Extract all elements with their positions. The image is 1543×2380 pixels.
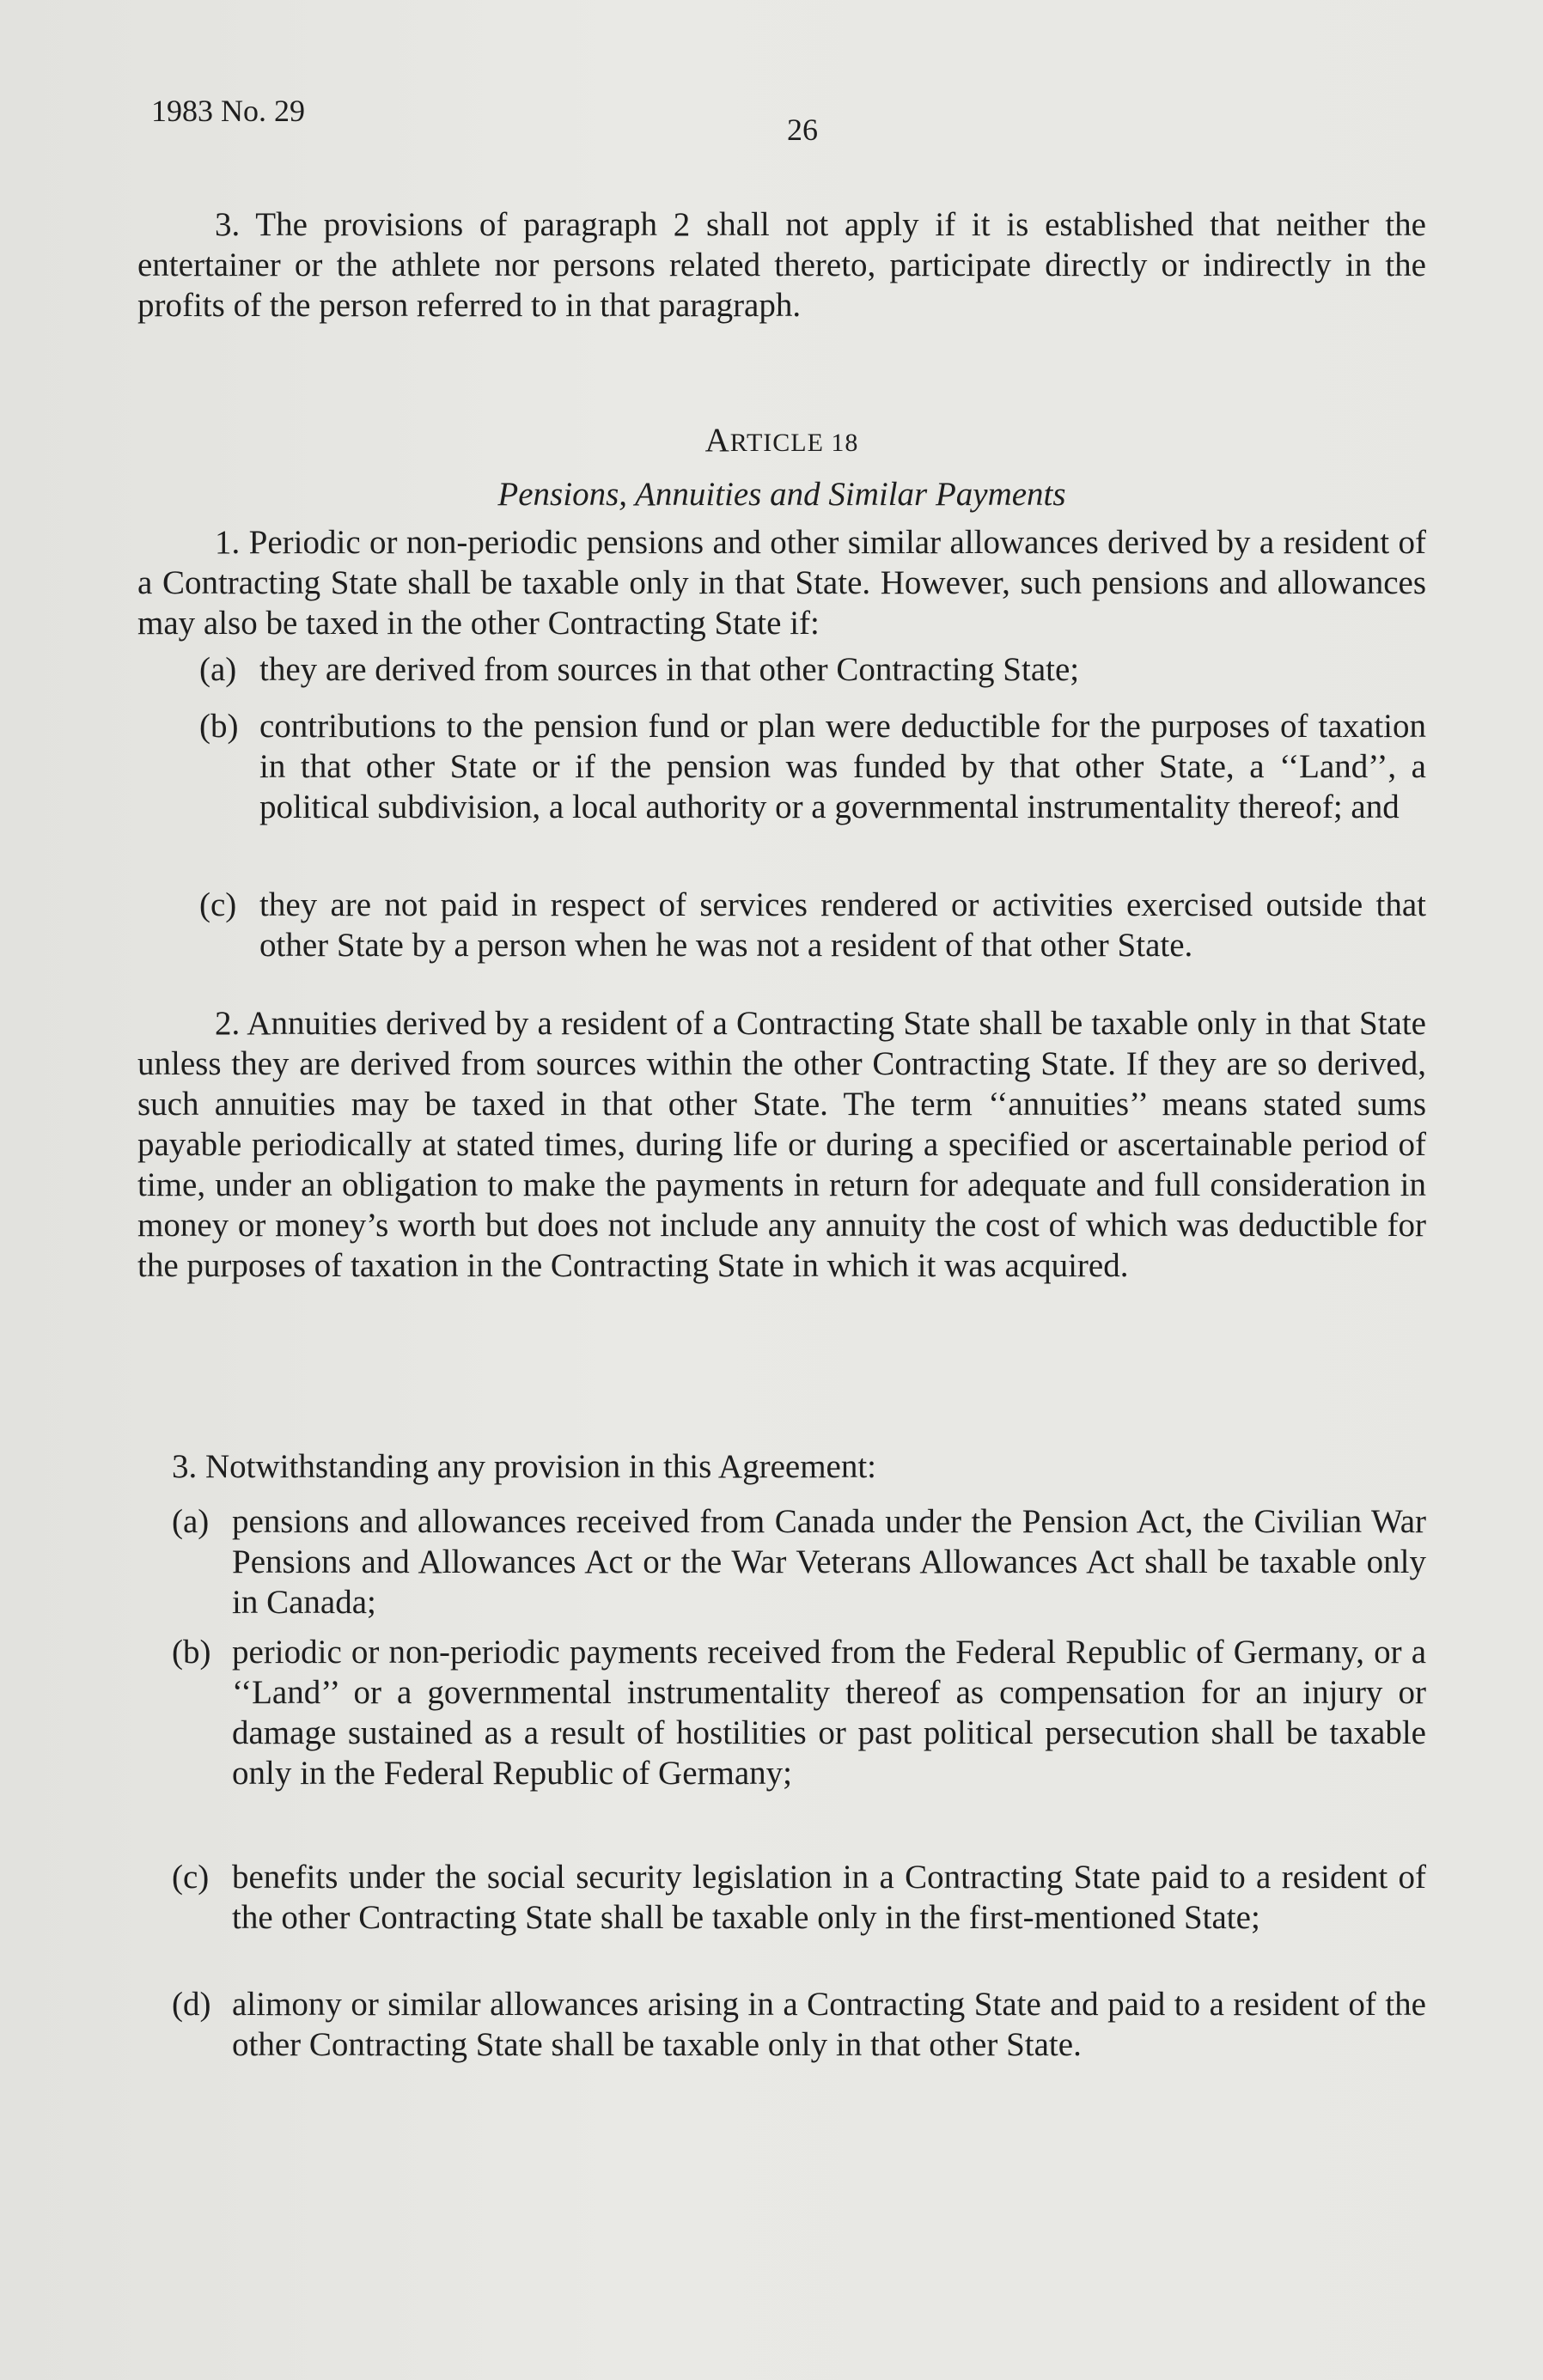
article18-paragraph2	[137, 1003, 1426, 1286]
article18-paragraph1	[137, 522, 1426, 643]
article-heading-rest: RTICLE 18	[729, 429, 859, 457]
article-heading	[137, 421, 1426, 460]
list-item-text: they are derived from sources in that other Contracting State;	[259, 651, 1080, 688]
list-item-label: (a)	[199, 651, 237, 688]
page-header	[151, 93, 1440, 147]
list-item-text: alimony or similar allowances arising in a Contracting State and paid to a resident of the other Contracting State shall be taxable only in that other State.	[232, 1986, 1426, 2063]
document-identifier: 1983 No. 29	[151, 94, 305, 128]
list-item-text: benefits under the social security legislation in a Contracting State paid to a resident of the other Contracting State shall be taxable only in the first-mentioned State;	[232, 1859, 1426, 1936]
article17-paragraph3	[137, 204, 1426, 326]
list-item-label: (a)	[172, 1503, 210, 1540]
paragraph-text: 1. Periodic or non-periodic pensions and other similar allowances derived by a resident of a Contracting State shall be taxable only in that State. However, such pensions and allowances may also be taxed in the other Contracting State if:	[137, 524, 1426, 642]
article-title: Pensions, Annuities and Similar Payments	[497, 476, 1066, 513]
list-item-label: (b)	[172, 1634, 211, 1671]
paragraph-text: 3. Notwithstanding any provision in this Agreement:	[172, 1448, 877, 1485]
list-item-label: (c)	[199, 886, 237, 923]
article-heading-initial: A	[704, 422, 730, 459]
list-item-text: they are not paid in respect of services rendered or activities exercised outside that other State by a person when he was not a resident of that other State.	[259, 886, 1426, 964]
list-item-label: (c)	[172, 1859, 210, 1896]
paragraph-text: 3. The provisions of paragraph 2 shall not apply if it is established that neither the entertainer or the athlete nor persons related thereto, participate directly or indirectly in the profits of the person referred to in that paragraph.	[137, 206, 1426, 324]
list-item-text: contributions to the pension fund or plan were deductible for the purposes of taxation in that other State or if the pension was funded by that other State, a ‘‘Land’’, a political subdivision, a local authority or a governmental instrumentality thereof; and	[259, 708, 1426, 825]
list-item-label: (b)	[199, 708, 239, 745]
article18-paragraph3	[172, 1446, 1426, 1487]
paragraph-text: 2. Annuities derived by a resident of a Contracting State shall be taxable only in that State unless they are derived from sources within the other Contracting State. If they are so derived, such annuities may be taxed in that other State. The term ‘‘annuities’’ means stated sums payable periodically at stated times, during life or during a specified or ascertainable period of time, under an obligation to make the payments in return for adequate and full consideration in money or money’s worth but does not include any annuity the cost of which was deductible for the purposes of taxation in the Contracting State in which it was acquired.	[137, 1005, 1426, 1284]
list-item-text: pensions and allowances received from Canada under the Pension Act, the Civilian War Pensions and Allowances Act or the War Veterans Allowances Act shall be taxable only in Canada;	[232, 1503, 1426, 1621]
list-item-label: (d)	[172, 1986, 211, 2023]
list-item-text: periodic or non-periodic payments received from the Federal Republic of Germany, or a ‘‘Land’’ or a governmental instrumentality thereof as compensation for an injury or damage sustained as a result of hostilities or past political persecution shall be taxable only in the Federal Republic of Germany;	[232, 1634, 1426, 1792]
page-number: 26	[787, 113, 818, 147]
